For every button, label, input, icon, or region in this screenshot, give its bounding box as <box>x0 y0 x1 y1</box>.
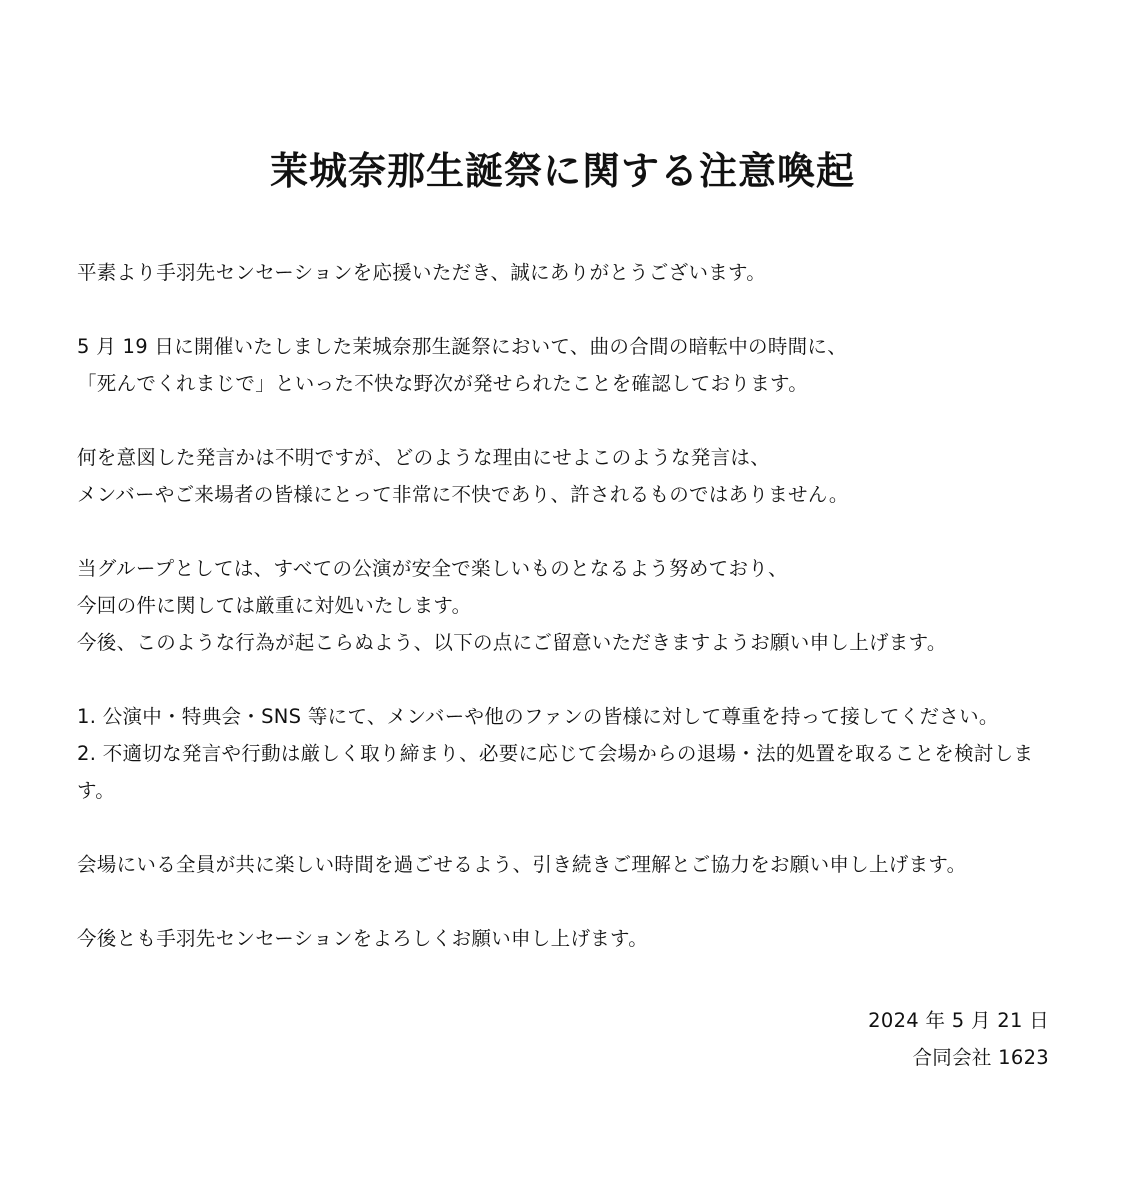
rule-item-2: 2. 不適切な発言や行動は厳しく取り締まり、必要に応じて会場からの退場・法的処置を取ることを検討します。 <box>77 742 1034 802</box>
signature-company: 合同会社 1623 <box>912 1046 1049 1069</box>
paragraph-line: 何を意図した発言かは不明ですが、どのような理由にせよこのような発言は、 <box>77 446 770 469</box>
paragraph-policy <box>77 550 1057 661</box>
signature-block <box>868 1002 1049 1076</box>
notice-title: 茉城奈那生誕祭に関する注意喚起 <box>269 149 855 193</box>
paragraph-rules-list <box>77 698 1057 809</box>
signature-date: 2024 年 5 月 21 日 <box>868 1009 1049 1032</box>
paragraph-greeting <box>77 254 1057 291</box>
paragraph-line: 会場にいる全員が共に楽しい時間を過ごせるよう、引き続きご理解とご協力をお願い申し上げます。 <box>77 853 967 876</box>
paragraph-line: 今後とも手羽先センセーションをよろしくお願い申し上げます。 <box>77 927 649 950</box>
rule-item-1: 1. 公演中・特典会・SNS 等にて、メンバーや他のファンの皆様に対して尊重を持って接してください。 <box>77 705 999 728</box>
paragraph-line: 5 月 19 日に開催いたしました茉城奈那生誕祭において、曲の合間の暗転中の時間に、 <box>77 335 848 358</box>
paragraph-line: 平素より手羽先センセーションを応援いただき、誠にありがとうございます。 <box>77 261 767 284</box>
notice-body <box>77 254 1057 994</box>
paragraph-line: 「死んでくれまじで」といった不快な野次が発せられたことを確認しております。 <box>77 372 809 395</box>
paragraph-line: 今後、このような行為が起こらぬよう、以下の点にご留意いただきますようお願い申し上げます。 <box>77 631 947 654</box>
paragraph-incident <box>77 328 1057 402</box>
paragraph-line: メンバーやご来場者の皆様にとって非常に不快であり、許されるものではありません。 <box>77 483 849 506</box>
paragraph-request <box>77 846 1057 883</box>
paragraph-line: 当グループとしては、すべての公演が安全で楽しいものとなるよう努めており、 <box>77 557 788 580</box>
paragraph-statement <box>77 439 1057 513</box>
paragraph-line: 今回の件に関しては厳重に対処いたします。 <box>77 594 472 617</box>
paragraph-closing <box>77 920 1057 957</box>
